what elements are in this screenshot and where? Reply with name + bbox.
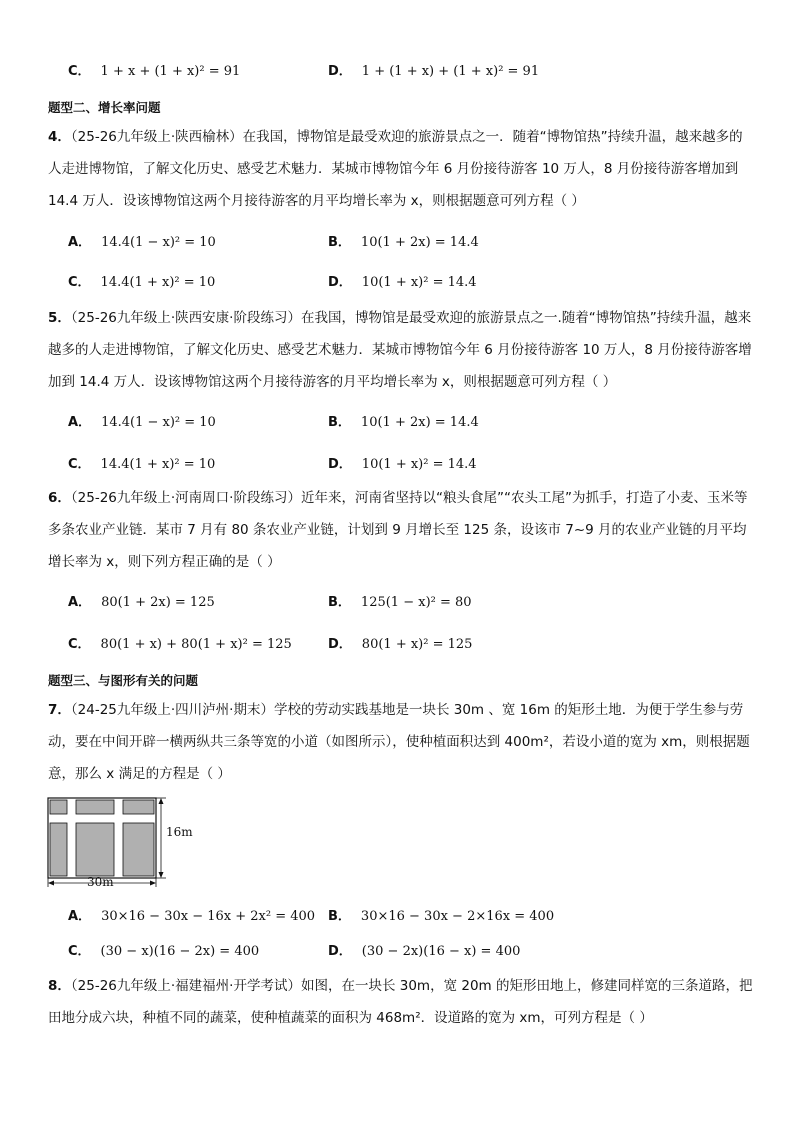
plot-bed xyxy=(50,823,67,876)
section-title: 题型三、与图形有关的问题 xyxy=(48,673,199,688)
plot-bed xyxy=(76,823,114,876)
question-text: （25-26九年级上·陕西榆林）在我国，博物馆是最受欢迎的旅游景点之一．随着“博物馆热”持续升温，越来越多的人走进博物馆，了解文化历史、感受艺术魅力．某城市博物馆今年 6 月份接待游客 10 万人，8 月份接待游客增加到 14.4 万人．设该博物馆这两个月接待游客的月平均增长率为 x，则根据题意可列方程（ ） xyxy=(48,129,743,209)
question-6 xyxy=(48,482,754,578)
garden-plot-figure xyxy=(44,795,204,890)
option-a[interactable]: A． 30×16 − 30x − 16x + 2x² = 400 xyxy=(68,909,316,924)
option-c[interactable]: C． 80(1 + x) + 80(1 + x)² = 125 xyxy=(68,637,292,652)
option-a[interactable]: A． 14.4(1 − x)² = 10 xyxy=(68,415,216,430)
option-c[interactable]: C． 14.4(1 + x)² = 10 xyxy=(68,275,216,290)
option-d[interactable]: D． 80(1 + x)² = 125 xyxy=(328,637,473,652)
question-number: 6． xyxy=(48,490,71,506)
section-title: 题型二、增长率问题 xyxy=(48,100,161,115)
width-label: 30m xyxy=(87,875,114,889)
question-4 xyxy=(48,121,754,217)
option-d[interactable]: D． 1 + (1 + x) + (1 + x)² = 91 xyxy=(328,64,540,79)
plot-bed xyxy=(123,823,154,876)
option-c[interactable]: C． 1 + x + (1 + x)² = 91 xyxy=(68,64,241,79)
plot-bed xyxy=(123,800,154,814)
option-b[interactable]: B． 125(1 − x)² = 80 xyxy=(328,595,472,610)
question-text: （24-25九年级上·四川泸州·期末）学校的劳动实践基地是一块长 30m 、宽 16m 的矩形土地．为便于学生参与劳动，要在中间开辟一横两纵共三条等宽的小道（如图所示），使种植面积达到 400m²，若设小道的宽为 xm，则根据题意，那么 x 满足的方程是（ ） xyxy=(48,702,750,782)
question-7 xyxy=(48,694,754,790)
question-5 xyxy=(48,302,754,398)
option-b[interactable]: B． 10(1 + 2x) = 14.4 xyxy=(328,415,479,430)
question-text: （25-26九年级上·福建福州·开学考试）如图，在一块长 30m，宽 20m 的矩形田地上，修建同样宽的三条道路，把田地分成六块，种植不同的蔬菜，使种植蔬菜的面积为 468m²．设道路的宽为 xm，可列方程是（ ） xyxy=(48,978,753,1026)
question-8 xyxy=(48,970,754,1034)
option-d[interactable]: D． 10(1 + x)² = 14.4 xyxy=(328,457,477,472)
question-number: 7． xyxy=(48,702,71,718)
question-number: 4． xyxy=(48,129,71,145)
option-c[interactable]: C． 14.4(1 + x)² = 10 xyxy=(68,457,216,472)
question-text: （25-26九年级上·陕西安康·阶段练习）在我国，博物馆是最受欢迎的旅游景点之一.随着“博物馆热”持续升温，越来越多的人走进博物馆，了解文化历史、感受艺术魅力．某城市博物馆今年 6 月份接待游客 10 万人，8 月份接待游客增加到 14.4 万人．设该博物馆这两个月接待游客的月平均增长率为 x，则根据题意可列方程（ ） xyxy=(48,310,752,390)
height-label: 16m xyxy=(166,825,193,839)
option-b[interactable]: B． 10(1 + 2x) = 14.4 xyxy=(328,235,479,250)
plot-bed xyxy=(76,800,114,814)
option-b[interactable]: B． 30×16 − 30x − 2×16x = 400 xyxy=(328,909,555,924)
question-text: （25-26九年级上·河南周口·阶段练习）近年来，河南省坚持以“粮头食尾”“农头工尾”为抓手，打造了小麦、玉米等多条农业产业链．某市 7 月有 80 条农业产业链，计划到 9 月增长至 125 条，设该市 7~9 月的农业产业链的月平均增长率为 x，则下列方程正确的是（ ） xyxy=(48,490,748,570)
option-a[interactable]: A． 14.4(1 − x)² = 10 xyxy=(68,235,216,250)
option-d[interactable]: D． (30 − 2x)(16 − x) = 400 xyxy=(328,944,521,959)
option-d[interactable]: D． 10(1 + x)² = 14.4 xyxy=(328,275,477,290)
plot-bed xyxy=(50,800,67,814)
question-number: 5． xyxy=(48,310,71,326)
option-c[interactable]: C． (30 − x)(16 − 2x) = 400 xyxy=(68,944,260,959)
option-a[interactable]: A． 80(1 + 2x) = 125 xyxy=(68,595,215,610)
question-number: 8． xyxy=(48,978,71,994)
